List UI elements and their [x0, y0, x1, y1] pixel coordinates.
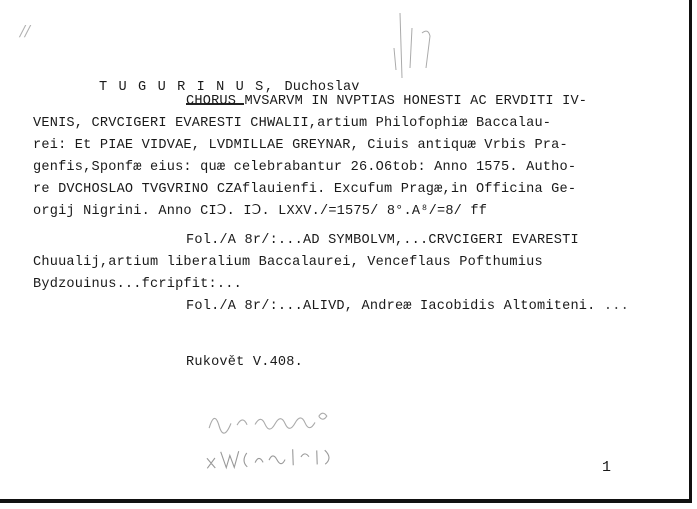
note-1-line-2: Chuualij,artium liberalium Baccalaurei, Venceflaus Pofthumius [33, 255, 543, 270]
pencil-annotation-2 [179, 421, 366, 497]
shelfmark: Rukovět V.408. [186, 355, 304, 370]
description-line-5: re DVCHOSLAO TVGVRINO CZAflauienfi. Excufum Pragæ,in Officina Ge- [33, 182, 577, 197]
note-2 [186, 299, 629, 315]
page-number: 1 [602, 459, 612, 476]
description-line-2: VENIS, CRVCIGERI EVARESTI CHWALII,artium Philofophiæ Baccalau- [33, 116, 552, 131]
corner-pencil-mark: // [20, 22, 31, 40]
description-line-1: CHORUS MVSARVM IN NVPTIAS HONESTI AC ERVDITI IV- [186, 94, 588, 109]
note-1-line-3: Bydzouinus...fcripfit:... [33, 277, 242, 292]
heading-title: T U G U R I N U S, [99, 80, 275, 95]
description-line-4: genfis,Sponfæ eius: quæ celebrabantur 26.O6tob: Anno 1575. Autho- [33, 160, 577, 175]
note-1-line-1: Fol./A 8r/:...AD SYMBOLVM,...CRVCIGERI EVARESTI [186, 233, 579, 248]
note-2-text: Fol./A 8r/:...ALIVD, Andreæ Iacobidis Altomiteni. [186, 299, 596, 314]
note-2-tail: ... [603, 299, 629, 314]
description-line-6: orgij Nigrini. Anno CIↃ. IↃ. LXXV./=1575/ 8°.A⁸/=8/ ff [33, 204, 488, 219]
heading-author: Duchoslav [284, 80, 360, 95]
description-line-3: rei: Et PIAE VIDVAE, LVDMILLAE GREYNAR, Ciuis antiquæ Vrbis Pra- [33, 138, 568, 153]
pencil-scribble [380, 8, 450, 88]
